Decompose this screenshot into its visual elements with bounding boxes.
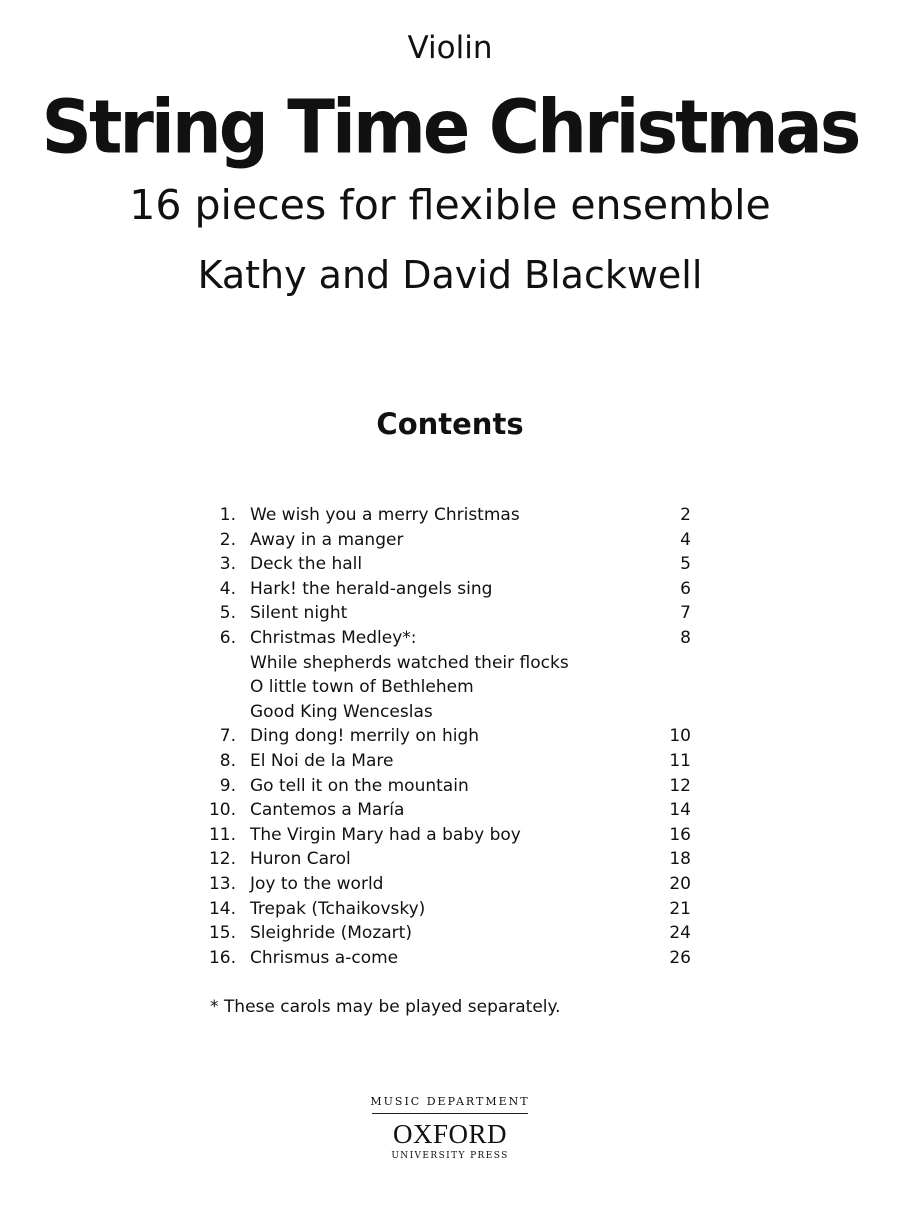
- entry-title: Away in a manger: [250, 529, 404, 550]
- entry-title: Hark! the herald-angels sing: [250, 578, 493, 599]
- entry-number: 6.: [219, 627, 236, 648]
- toc-entry: [200, 823, 700, 848]
- entry-number: 16.: [208, 947, 236, 968]
- entry-title: Trepak (Tchaikovsky): [250, 898, 426, 919]
- entry-title: Silent night: [250, 603, 348, 624]
- entry-title: El Noi de la Mare: [250, 750, 394, 771]
- entry-page: 20: [669, 873, 691, 894]
- toc-entry: [200, 626, 700, 651]
- publisher-department: MUSIC DEPARTMENT: [370, 1095, 530, 1108]
- entry-number: 15.: [208, 923, 236, 944]
- toc-subentry: [200, 675, 700, 700]
- logo-divider: [372, 1113, 528, 1114]
- toc-subentry: [200, 700, 700, 725]
- toc-entry: [200, 872, 700, 897]
- entry-number: 9.: [219, 775, 236, 796]
- entry-number: 10.: [208, 800, 236, 821]
- entry-page: 21: [669, 898, 691, 919]
- entry-title: Good King Wenceslas: [250, 701, 433, 722]
- entry-title: The Virgin Mary had a baby boy: [250, 824, 521, 845]
- entry-number: 12.: [208, 849, 236, 870]
- toc-entry: [200, 601, 700, 626]
- entry-number: 14.: [208, 898, 236, 919]
- entry-number: 2.: [219, 529, 236, 550]
- entry-page: 6: [680, 578, 691, 599]
- entry-page: 11: [669, 750, 691, 771]
- entry-number: 7.: [219, 726, 236, 747]
- toc-entry: [200, 724, 700, 749]
- toc-entry: [200, 528, 700, 553]
- entry-page: 5: [680, 554, 691, 575]
- entry-page: 10: [669, 726, 691, 747]
- toc-entry: [200, 774, 700, 799]
- entry-title: Christmas Medley*:: [250, 627, 417, 648]
- footnote: * These carols may be played separately.: [210, 997, 561, 1017]
- entry-number: 11.: [208, 824, 236, 845]
- toc-entry: [200, 798, 700, 823]
- entry-number: 1.: [219, 505, 236, 525]
- entry-title: Sleighride (Mozart): [250, 923, 412, 944]
- toc-entry: [200, 897, 700, 922]
- entry-page: 7: [680, 603, 691, 624]
- toc-entry: [200, 503, 700, 528]
- publisher-press: UNIVERSITY PRESS: [391, 1151, 509, 1161]
- entry-page: 8: [680, 627, 691, 648]
- instrument-label: Violin: [407, 30, 493, 66]
- toc-entry: [200, 921, 700, 946]
- contents-heading: Contents: [376, 407, 524, 441]
- authors: Kathy and David Blackwell: [197, 253, 703, 297]
- toc-entry: [200, 577, 700, 602]
- entry-page: 2: [680, 505, 691, 525]
- entry-number: 5.: [219, 603, 236, 624]
- entry-title: We wish you a merry Christmas: [250, 505, 520, 525]
- book-subtitle: 16 pieces for flexible ensemble: [129, 181, 771, 229]
- table-of-contents: [200, 503, 700, 970]
- entry-title: Cantemos a María: [250, 800, 405, 821]
- toc-entry: [200, 946, 700, 971]
- entry-page: 18: [669, 849, 691, 870]
- entry-page: 12: [669, 775, 691, 796]
- entry-number: 13.: [208, 873, 236, 894]
- entry-title: While shepherds watched their flocks: [250, 652, 569, 673]
- entry-title: Huron Carol: [250, 849, 351, 870]
- entry-page: 16: [669, 824, 691, 845]
- entry-page: 26: [669, 947, 691, 968]
- toc-entry: [200, 847, 700, 872]
- entry-number: 8.: [219, 750, 236, 771]
- entry-title: Chrismus a-come: [250, 947, 399, 968]
- entry-title: Deck the hall: [250, 554, 363, 575]
- entry-title: Go tell it on the mountain: [250, 775, 469, 796]
- toc-subentry: [200, 651, 700, 676]
- publisher-logo: [350, 1094, 550, 1163]
- entry-page: 24: [669, 923, 691, 944]
- entry-page: 14: [669, 800, 691, 821]
- entry-page: 4: [680, 529, 691, 550]
- entry-title: Ding dong! merrily on high: [250, 726, 480, 747]
- entry-number: 3.: [219, 554, 236, 575]
- book-title: String Time Christmas: [41, 83, 859, 171]
- toc-entry: [200, 552, 700, 577]
- toc-entry: [200, 749, 700, 774]
- entry-number: 4.: [219, 578, 236, 599]
- entry-title: Joy to the world: [250, 873, 384, 894]
- publisher-name: OXFORD: [392, 1119, 508, 1149]
- entry-title: O little town of Bethlehem: [250, 677, 474, 698]
